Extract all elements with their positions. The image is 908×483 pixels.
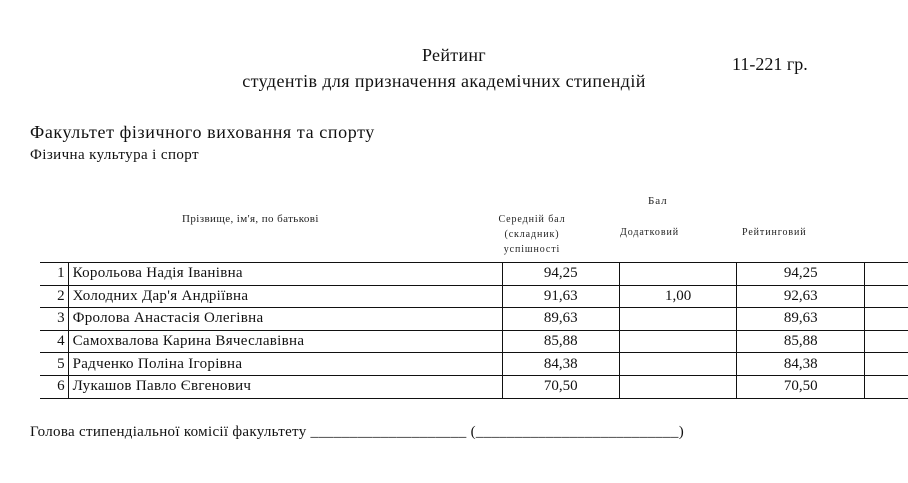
specialty-name: Фізична культура і спорт [30, 147, 199, 163]
column-header-name: Прізвище, ім'я, по батькові [182, 213, 319, 225]
student-name: Лукашов Павло Євгенович [68, 375, 502, 398]
document-title: Рейтинг [421, 45, 486, 65]
column-header-average: Середній бал (складник) успішності [498, 214, 566, 255]
row-number: 1 [40, 263, 68, 286]
average-score: 94,25 [502, 263, 619, 286]
column-header-bal: Бал [648, 195, 668, 207]
student-name: Холодних Дар'я Андріївна [68, 285, 502, 308]
student-name: Фролова Анастасія Олегівна [68, 308, 502, 331]
empty-cell [865, 353, 908, 376]
empty-cell [865, 375, 908, 398]
signature-line: Голова стипендіальної комісії факультету ____________________ (__________________________) [30, 424, 684, 440]
student-name: Самохвалова Карина Вячеславівна [68, 330, 502, 353]
rating-score: 70,50 [737, 375, 865, 398]
additional-score [619, 308, 737, 331]
rating-score: 89,63 [737, 308, 865, 331]
average-score: 91,63 [502, 285, 619, 308]
average-score: 84,38 [502, 353, 619, 376]
additional-score [619, 353, 737, 376]
empty-cell [865, 285, 908, 308]
row-number: 6 [40, 375, 68, 398]
rating-score: 94,25 [737, 263, 865, 286]
table-row [40, 375, 908, 398]
table-row [40, 353, 908, 376]
additional-score [619, 375, 737, 398]
rating-score: 85,88 [737, 330, 865, 353]
student-name: Радченко Поліна Ігорівна [68, 353, 502, 376]
additional-score: 1,00 [619, 285, 737, 308]
table-row [40, 285, 908, 308]
rating-score: 92,63 [737, 285, 865, 308]
rating-score: 84,38 [737, 353, 865, 376]
empty-cell [865, 308, 908, 331]
faculty-name: Факультет фізичного виховання та спорту [30, 122, 375, 142]
column-header-rating: Рейтинговий [742, 227, 807, 238]
column-header-additional: Додатковий [620, 227, 679, 238]
row-number: 3 [40, 308, 68, 331]
row-number: 5 [40, 353, 68, 376]
average-score: 70,50 [502, 375, 619, 398]
table-row [40, 308, 908, 331]
empty-cell [865, 330, 908, 353]
student-name: Корольова Надія Іванівна [68, 263, 502, 286]
empty-cell [865, 263, 908, 286]
row-number: 4 [40, 330, 68, 353]
table-row [40, 263, 908, 286]
group-label: 11-221 гр. [732, 54, 808, 74]
additional-score [619, 263, 737, 286]
additional-score [619, 330, 737, 353]
table-row [40, 330, 908, 353]
rating-table [40, 262, 908, 399]
average-score: 85,88 [502, 330, 619, 353]
document-subtitle: студентів для призначення академічних стипендій [242, 71, 646, 91]
average-score: 89,63 [502, 308, 619, 331]
row-number: 2 [40, 285, 68, 308]
